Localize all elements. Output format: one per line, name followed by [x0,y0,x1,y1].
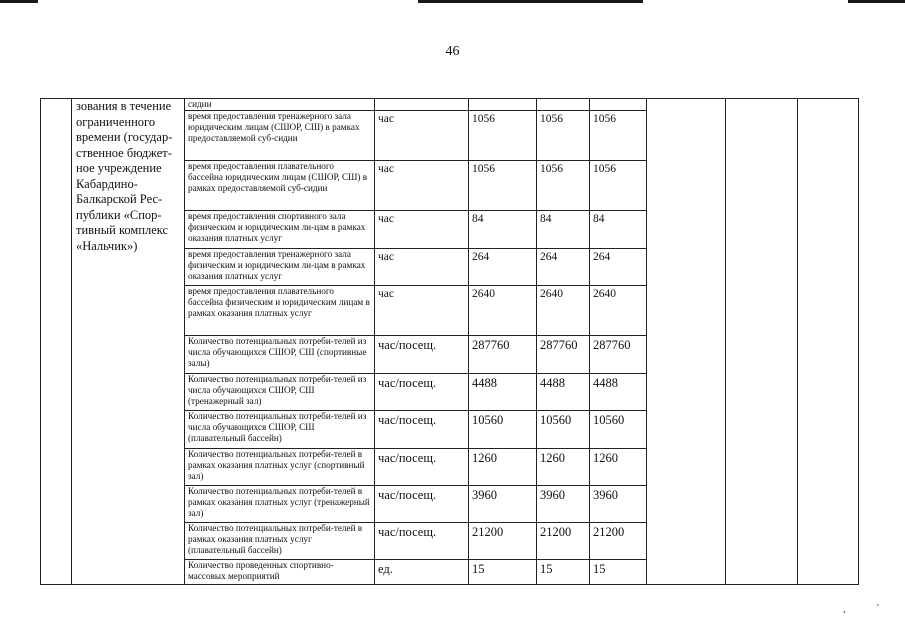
unit-cell: час/посещ. [375,523,469,560]
empty-cell [798,99,859,585]
indicator-name-cell: Количество потенциальных потреби-телей из числа обучающихся СШОР, СШ (тренажерный зал) [185,374,375,411]
value-cell: 1056 [590,161,647,211]
value-cell: 1056 [590,111,647,161]
value-cell: 84 [469,211,537,249]
value-cell: 10560 [590,411,647,449]
unit-cell: час [375,111,469,161]
indicator-name-cell: время предоставления тренажерного зала юридическим лицам (СШОР, СШ) в рамках предоставляемой суб-сидии [185,111,375,161]
value-cell: 15 [590,560,647,585]
indicator-name-cell: время предоставления плавательного бассейна физическим и юридическим лицам в рамках оказания платных услуг [185,286,375,336]
scan-top-rule-center [418,0,643,3]
empty-cell [590,99,647,111]
value-cell: 3960 [590,486,647,523]
value-cell: 3960 [469,486,537,523]
scan-top-rule-right [848,0,905,3]
value-cell: 10560 [537,411,590,449]
value-cell: 2640 [469,286,537,336]
empty-cell [537,99,590,111]
indicator-name-cell: Количество потенциальных потреби-телей в рамках оказания платных услуг (спортивный зал) [185,449,375,486]
value-cell: 21200 [590,523,647,560]
indicator-name-cell: Количество потенциальных потреби-телей в рамках оказания платных услуг (тренажерный зал) [185,486,375,523]
value-cell: 15 [469,560,537,585]
value-cell: 1056 [537,111,590,161]
value-cell: 287760 [469,336,537,374]
value-cell: 264 [537,249,590,286]
unit-cell: ед. [375,560,469,585]
value-cell: 4488 [537,374,590,411]
value-cell: 84 [537,211,590,249]
unit-cell: час/посещ. [375,486,469,523]
scan-speck: , [843,604,846,615]
unit-cell: час [375,286,469,336]
indicator-name-cell: Количество потенциальных потреби-телей из числа обучающихся СШОР, СШ (спортивные залы) [185,336,375,374]
value-cell: 264 [469,249,537,286]
value-cell: 264 [590,249,647,286]
value-cell: 1056 [537,161,590,211]
value-cell: 84 [590,211,647,249]
indicator-name-cell: время предоставления спортивного зала физическим и юридическим ли-цам в рамках оказания платных услуг [185,211,375,249]
value-cell: 21200 [469,523,537,560]
indicator-name-cell: время предоставления плавательного бассейна юридическим лицам (СШОР, СШ) в рамках предоставляемой суб-сидии [185,161,375,211]
scan-top-rule-left [0,0,38,3]
value-cell: 3960 [537,486,590,523]
empty-cell [469,99,537,111]
services-table [40,98,859,585]
value-cell: 1260 [537,449,590,486]
value-cell: 1260 [590,449,647,486]
value-cell: 2640 [590,286,647,336]
scan-speck: ' [877,603,879,614]
page-number: 46 [445,44,460,59]
table-row [41,99,859,111]
indicator-name-cell: время предоставления тренажерного зала физическим и юридическим ли-цам в рамках оказания платных услуг [185,249,375,286]
indicator-name-cell: сидии [185,99,375,111]
empty-cell [375,99,469,111]
unit-cell: час/посещ. [375,336,469,374]
value-cell: 2640 [537,286,590,336]
value-cell: 15 [537,560,590,585]
empty-cell [726,99,798,585]
value-cell: 10560 [469,411,537,449]
unit-cell: час [375,161,469,211]
value-cell: 287760 [590,336,647,374]
unit-cell: час/посещ. [375,449,469,486]
value-cell: 287760 [537,336,590,374]
value-cell: 4488 [469,374,537,411]
empty-cell [647,99,726,585]
unit-cell: час/посещ. [375,411,469,449]
indicator-name-cell: Количество потенциальных потреби-телей из числа обучающихся СШОР, СШ (плавательный бассейн) [185,411,375,449]
indicator-name-cell: Количество проведенных спортивно-массовых мероприятий [185,560,375,585]
indicator-name-cell: Количество потенциальных потреби-телей в рамках оказания платных услуг (плавательный бассейн) [185,523,375,560]
value-cell: 4488 [590,374,647,411]
value-cell: 1260 [469,449,537,486]
unit-cell: час [375,211,469,249]
unit-cell: час [375,249,469,286]
number-cell [41,99,72,585]
organization-cell: зования в течение ограниченного времени (государ-ственное бюджет-ное учреждение Кабардино-Балкарской Рес-публики «Спор-тивный комплекс «Нальчик») [72,99,185,585]
unit-cell: час/посещ. [375,374,469,411]
value-cell: 1056 [469,111,537,161]
value-cell: 21200 [537,523,590,560]
value-cell: 1056 [469,161,537,211]
